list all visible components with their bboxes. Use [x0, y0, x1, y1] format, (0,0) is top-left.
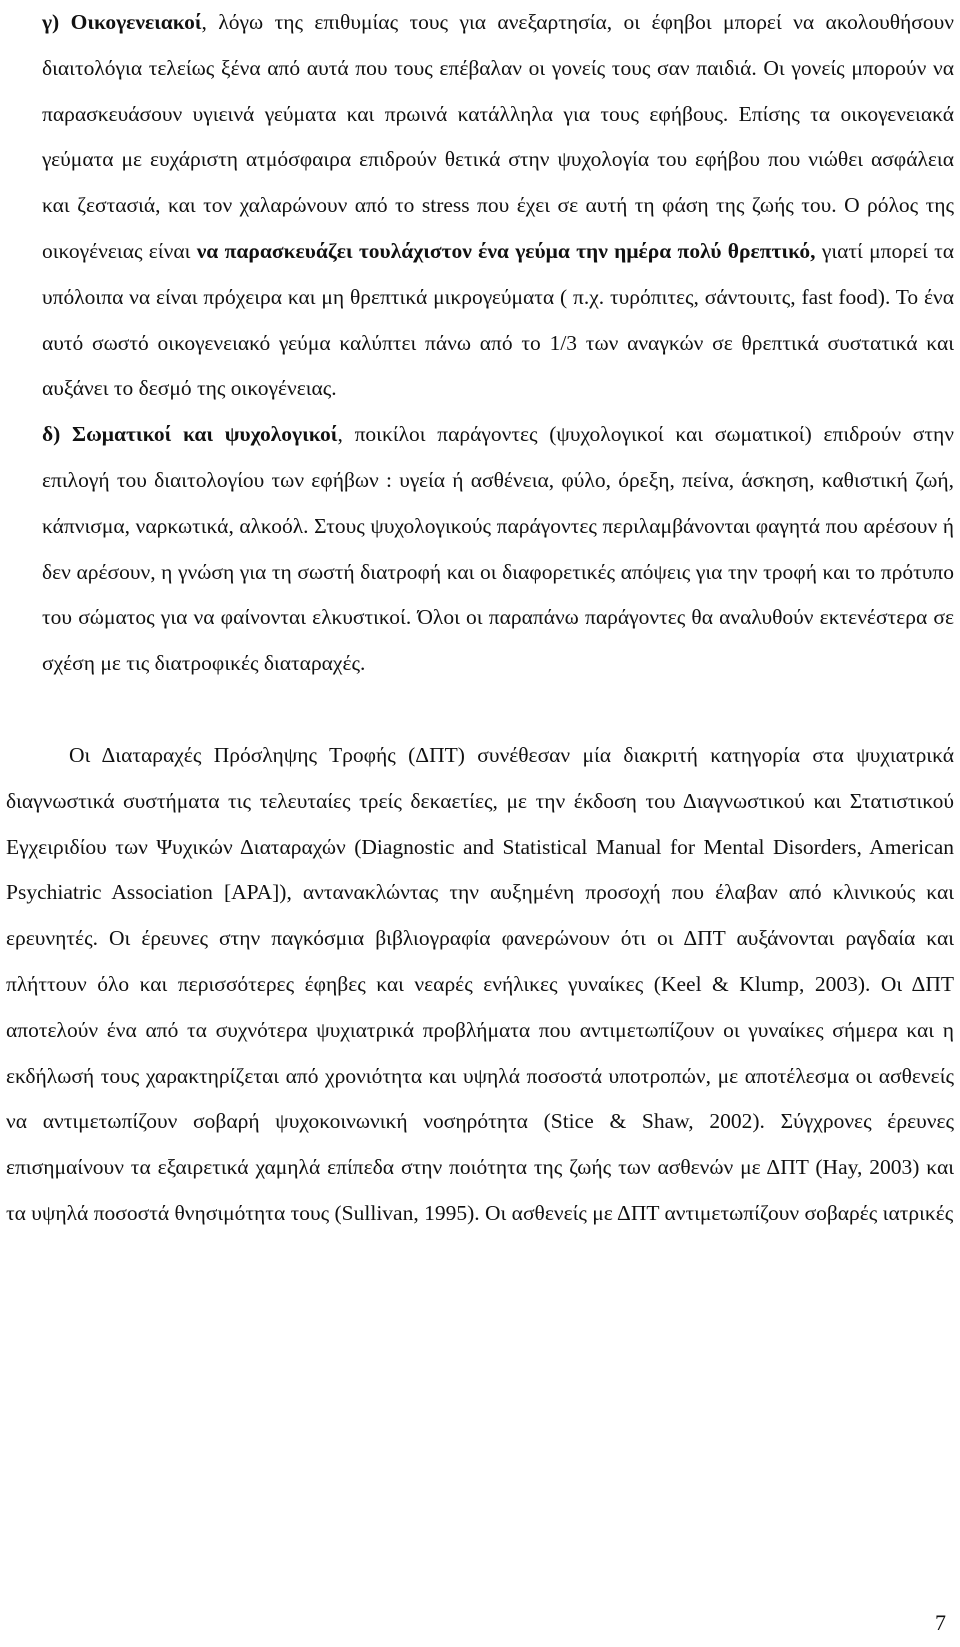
list-marker: γ): [42, 10, 60, 34]
emphasized-phrase: να παρασκευάζει τουλάχιστον ένα γεύμα την ημέρα πολύ θρεπτικό,: [196, 238, 816, 263]
list-marker: δ): [42, 422, 61, 447]
paragraph-text: , λόγω της επιθυμίας τους για ανεξαρτησία, οι έφηβοι μπορεί να ακολουθήσουν διαιτολόγια τελείως ξένα από αυτά που τους επέβαλαν οι γονείς τους σαν παιδιά. Οι γονείς μπορούν να παρασκευάσουν υγιεινά γεύματα και πρωινά κατάλληλα για τους εφήβους. Επίσης τα οικογενειακά γεύματα με ευχάριστη ατμόσφαιρα επιδρούν θετικά στην ψυχολογία του εφήβου που νιώθει ασφάλεια και ζεστασιά, και τον χαλαρώνουν από το stress που έχει σε αυτή τη φάση της ζωής του. Ο ρόλος της οικογένειας είναι: [42, 10, 954, 263]
page-number: 7: [935, 1610, 946, 1635]
section-term: Σωματικοί και ψυχολογικοί: [72, 422, 338, 447]
paragraph-eating-disorders: Οι Διαταραχές Πρόσληψης Τροφής (ΔΠΤ) συνέθεσαν μία διακριτή κατηγορία στα ψυχιατρικά διαγνωστικά συστήματα τις τελευταίες τρείς δεκαετίες, με την έκδοση του Διαγνωστικού και Στατιστικού Εγχειριδίου των Ψυχικών Διαταραχών (Diagnostic and Statistical Manual for Mental Disorders, American Psychiatric Association [APA]), αντανακλώντας την αυξημένη προσοχή που έλαβαν από κλινικούς και ερευνητές. Οι έρευνες στην παγκόσμια βιβλιογραφία φανερώνουν ότι οι ΔΠΤ αυξάνονται ραγδαία και πλήττουν όλο και περισσότερες έφηβες και νεαρές ενήλικες γυναίκες (Keel & Klump, 2003). Οι ΔΠΤ αποτελούν ένα από τα συχνότερα ψυχιατρικά προβλήματα που αντιμετωπίζουν οι γυναίκες σήμερα και η εκδήλωσή τους χαρακτηρίζεται από χρονιότητα και υψηλά ποσοστά υποτροπών, με αποτέλεσμα οι ασθενείς να αντιμετωπίζουν σοβαρή ψυχοκοινωνική νοσηρότητα (Stice & Shaw, 2002). Σύγχρονες έρευνες επισημαίνουν τα εξαιρετικά χαμηλά επίπεδα στην ποιότητα της ζωής των ασθενών με ΔΠΤ (Hay, 2003) και τα υψηλά ποσοστά θνησιμότητα τους (Sullivan, 1995). Οι ασθενείς με ΔΠΤ αντιμετωπίζουν σοβαρές ιατρικές: [6, 742, 954, 1225]
document-page: [6, 0, 954, 1237]
paragraph-physical-psychological-factors: [42, 412, 954, 687]
paragraph-text: γιατί μπορεί τα υπόλοιπα να είναι πρόχειρα και μη θρεπτικά μικρογεύματα ( π.χ. τυρόπιτες, σάντουιτς, fast food). Το ένα αυτό σωστό οικογενειακό γεύμα καλύπτει πάνω από το 1/3 των αναγκών σε θρεπτικά συστατικά και αυξάνει το δεσμό της οικογένειας.: [42, 238, 954, 401]
paragraph-family-factors: [42, 0, 954, 412]
section-term: Οικογενειακοί: [70, 10, 202, 34]
paragraph-text: , ποικίλοι παράγοντες (ψυχολογικοί και σωματικοί) επιδρούν στην επιλογή του διαιτολογίου των εφήβων : υγεία ή ασθένεια, φύλο, όρεξη, πείνα, άσκηση, καθιστική ζωή, κάπνισμα, ναρκωτικά, αλκοόλ. Στους ψυχολογικούς παράγοντες περιλαμβάνονται φαγητά που αρέσουν ή δεν αρέσουν, η γνώση για τη σωστή διατροφή και οι διαφορετικές απόψεις για την τροφή και το πρότυπο του σώματος για να φαίνονται ελκυστικοί. Όλοι οι παραπάνω παράγοντες θα αναλυθούν εκτενέστερα σε σχέση με τις διατροφικές διαταραχές.: [42, 422, 954, 676]
